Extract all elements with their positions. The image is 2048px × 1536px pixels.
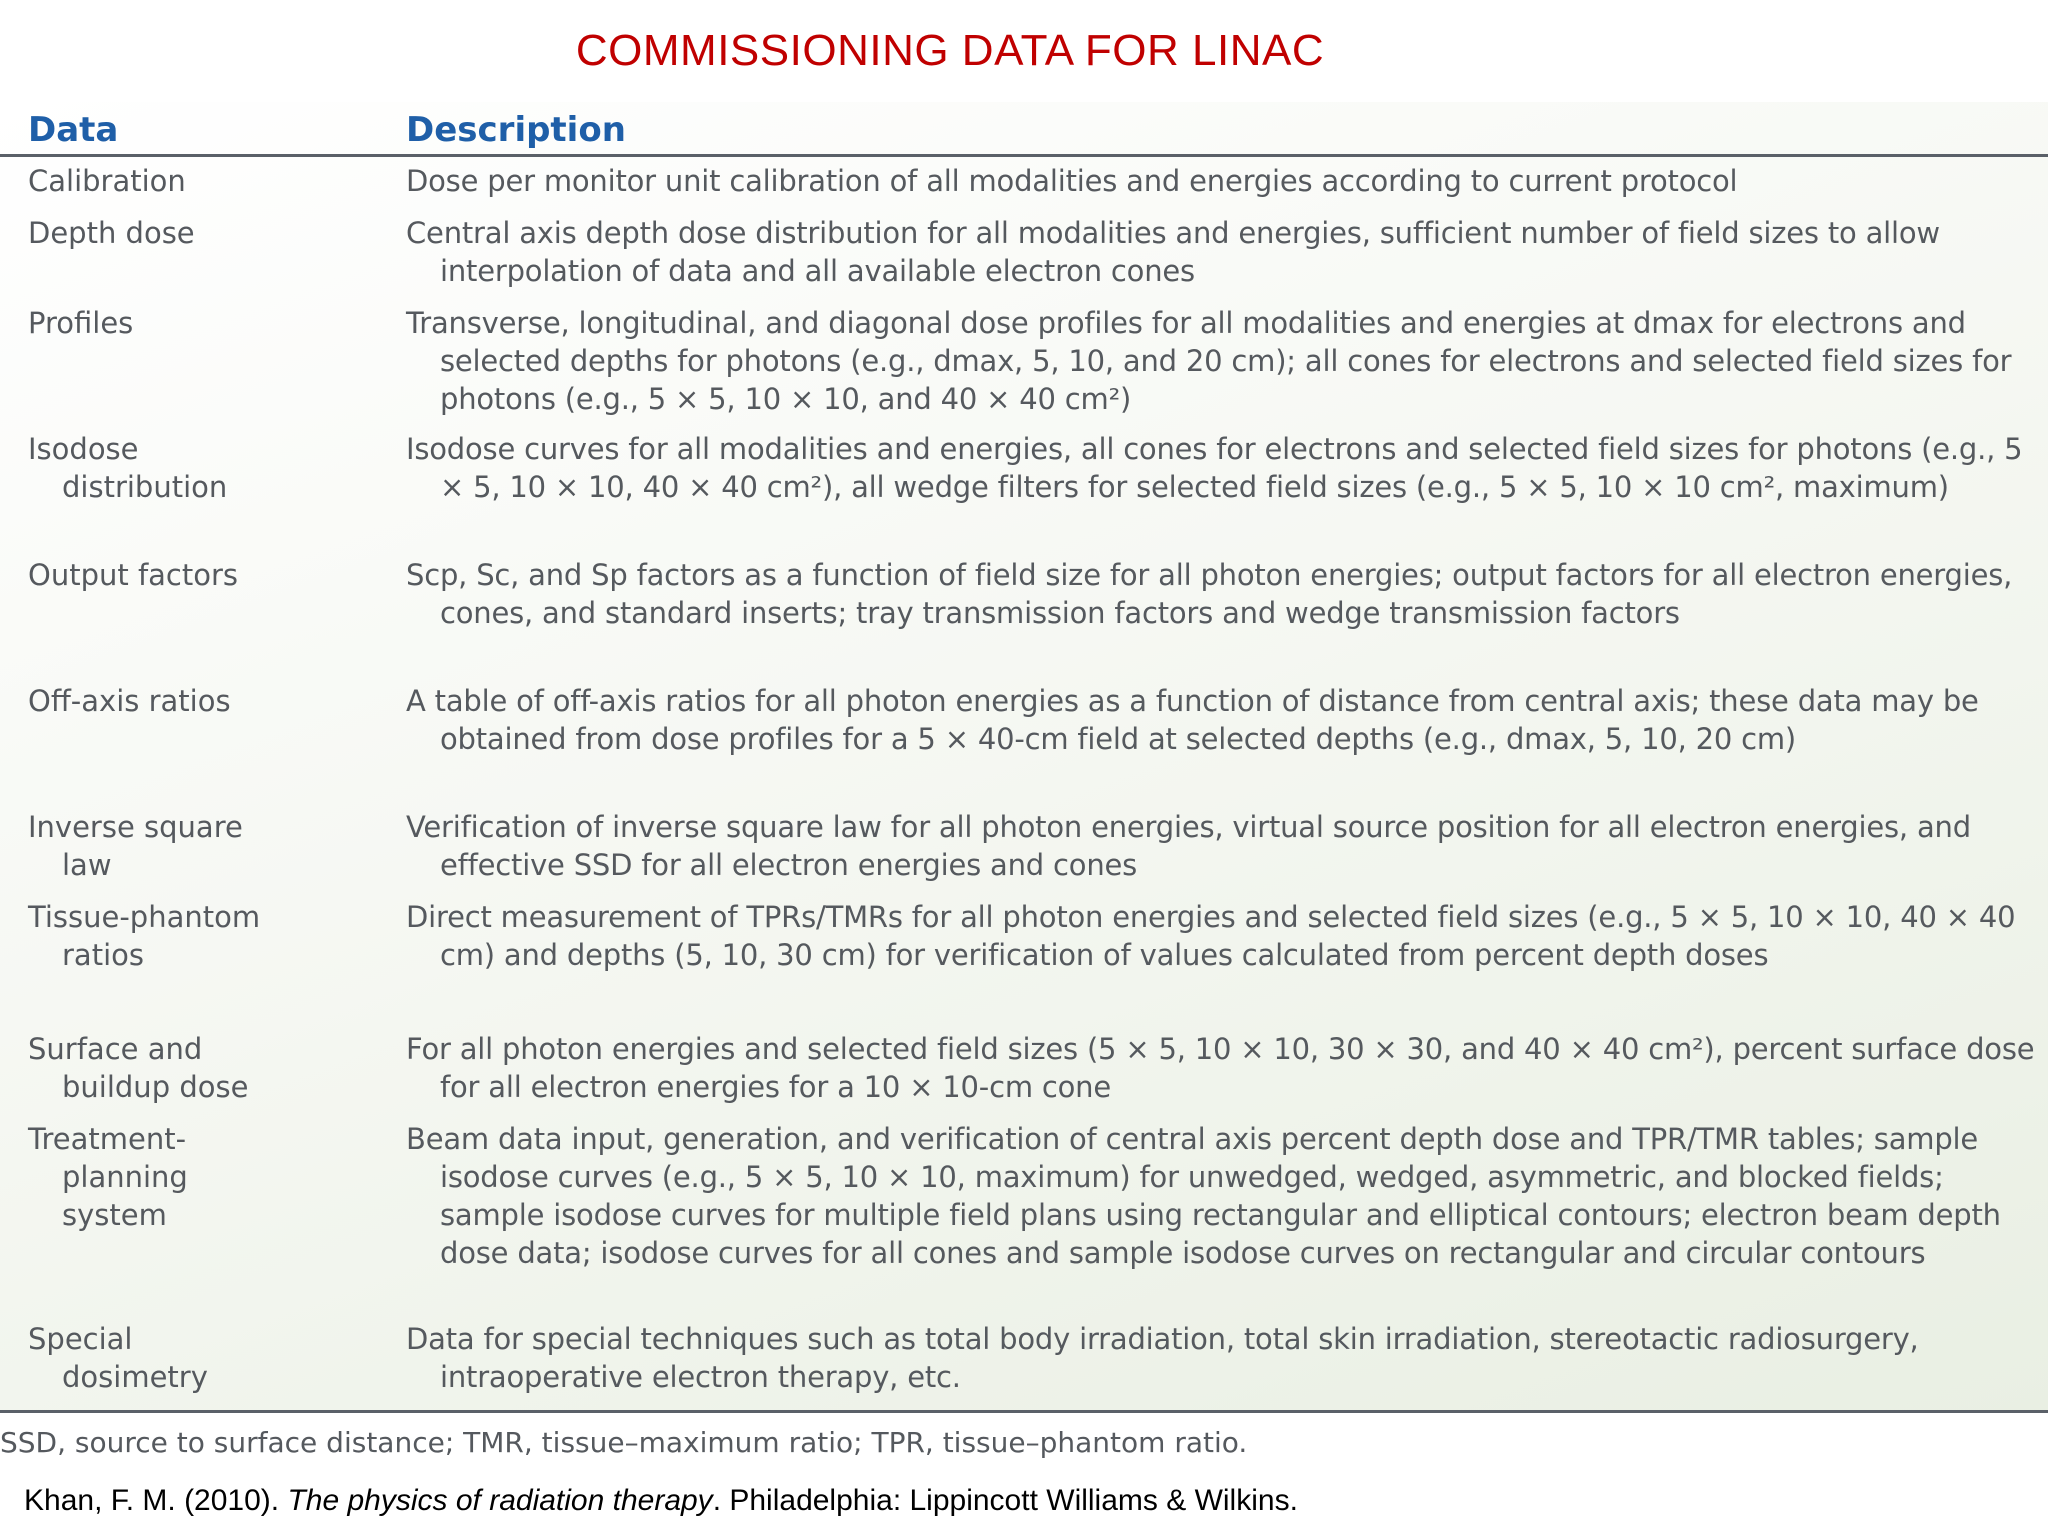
citation-author: Khan, F. M. (2010).	[24, 1484, 288, 1517]
row-description: Dose per monitor unit calibration of all modalities and energies according to current protocol	[406, 164, 1738, 198]
row-label: Inverse square law	[28, 810, 243, 882]
row-description: For all photon energies and selected field sizes (5 × 5, 10 × 10, 30 × 30, and 40 × 40 cm²), percent surface dose for all electron energies for a 10 × 10-cm cone	[406, 1032, 2035, 1104]
row-description: Central axis depth dose distribution for all modalities and energies, sufficient number of field sizes to allow interpolation of data and all available electron cones	[406, 216, 1940, 288]
row-label: Calibration	[28, 164, 186, 198]
citation	[24, 1484, 1298, 1518]
row-description: Scp, Sc, and Sp factors as a function of field size for all photon energies; output factors for all electron energies, cones, and standard inserts; tray transmission factors and wedge transmission factors	[406, 558, 2013, 630]
page-title: COMMISSIONING DATA FOR LINAC	[575, 26, 1325, 75]
row-label: Depth dose	[28, 216, 195, 250]
commissioning-table	[0, 102, 2048, 1412]
row-label: Output factors	[28, 558, 239, 592]
row-description: Verification of inverse square law for all photon energies, virtual source position for all electron energies, and effective SSD for all electron energies and cones	[406, 810, 1971, 882]
row-description: Isodose curves for all modalities and energies, all cones for electrons and selected field sizes for photons (e.g., 5 × 5, 10 × 10, 40 × 40 cm²), all wedge filters for selected field sizes (e.g., 5 × 5, 10 × 10 cm², maximum)	[406, 432, 2023, 504]
row-description: Direct measurement of TPRs/TMRs for all photon energies and selected field sizes (e.g., 5 × 5, 10 × 10, 40 × 40 cm) and depths (5, 10, 30 cm) for verification of values calculated from percent depth doses	[406, 900, 2016, 972]
row-description: A table of off-axis ratios for all photon energies as a function of distance from central axis; these data may be obtained from dose profiles for a 5 × 40-cm field at selected depths (e.g., dmax, 5, 10, 20 cm)	[406, 684, 1979, 756]
row-description: Transverse, longitudinal, and diagonal dose profiles for all modalities and energies at dmax for electrons and selected depths for photons (e.g., dmax, 5, 10, and 20 cm); all cones for electrons and selected field sizes for photons (e.g., 5 × 5, 10 × 10, and 40 × 40 cm²)	[406, 306, 2012, 416]
row-description: Beam data input, generation, and verification of central axis percent depth dose and TPR/TMR tables; sample isodose curves (e.g., 5 × 5, 10 × 10, maximum) for unwedged, wedged, asymmetric, and blocked fields; sample isodose curves for multiple field plans using rectangular and elliptical contours; electron beam depth dose data; isodose curves for all cones and sample isodose curves on rectangular and circular contours	[406, 1122, 2001, 1270]
row-label: Profiles	[28, 306, 134, 340]
table-top-rule	[0, 154, 2048, 157]
table-bottom-rule	[0, 1410, 2048, 1413]
column-header-data: Data	[28, 110, 119, 150]
row-label: Off-axis ratios	[28, 684, 231, 718]
row-label: Special dosimetry	[28, 1322, 208, 1394]
citation-publisher: . Philadelphia: Lippincott Williams & Wilkins.	[712, 1484, 1298, 1517]
row-label: Isodose distribution	[28, 432, 228, 504]
table-footnote: SSD, source to surface distance; TMR, tissue–maximum ratio; TPR, tissue–phantom ratio.	[0, 1426, 1248, 1459]
citation-book-title: The physics of radiation therapy	[287, 1484, 713, 1517]
row-label: Treatment- planning system	[28, 1122, 188, 1232]
row-description: Data for special techniques such as total body irradiation, total skin irradiation, stereotactic radiosurgery, intraoperative electron therapy, etc.	[406, 1322, 1919, 1394]
row-label: Surface and buildup dose	[28, 1032, 249, 1104]
row-label: Tissue-phantom ratios	[28, 900, 261, 972]
column-header-description: Description	[406, 110, 626, 150]
